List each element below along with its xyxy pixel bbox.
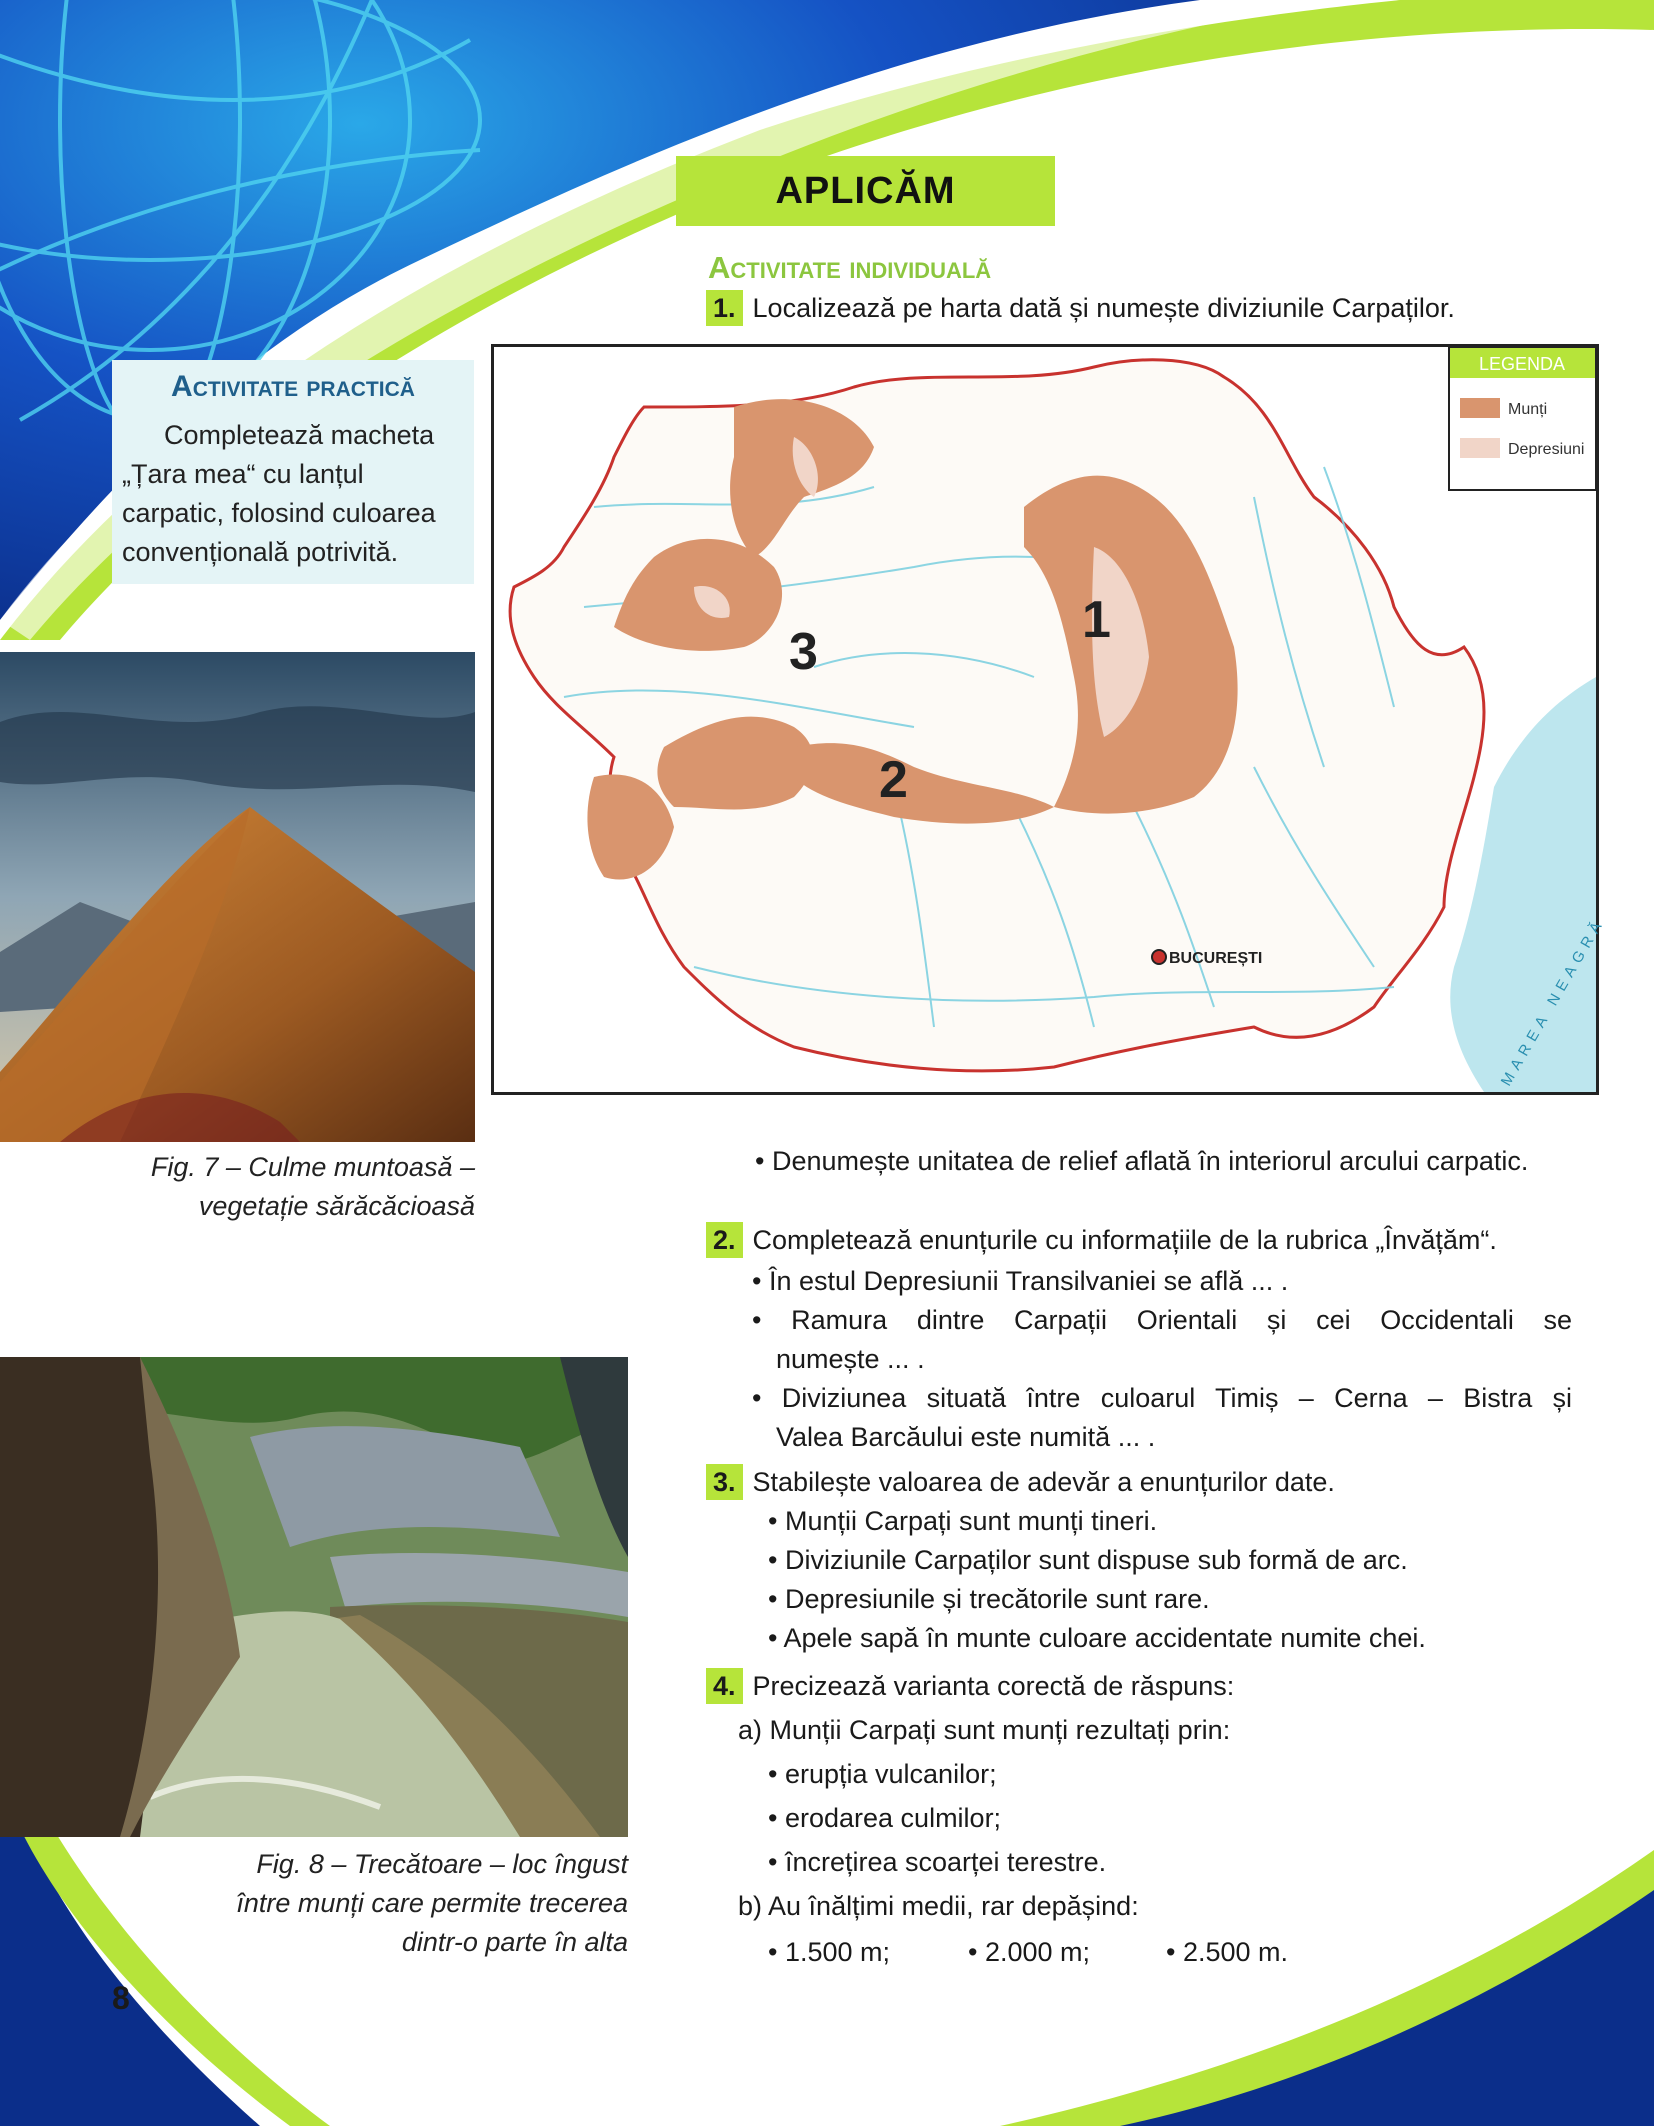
list-item-text: Apele sapă în munte culoare accidentate numite chei. — [783, 1623, 1426, 1653]
banner-title: APLICĂM — [775, 169, 956, 212]
map-region-2: 2 — [879, 751, 908, 809]
task-1-text: Localizează pe harta dată și numește diviziunile Carpaților. — [752, 293, 1455, 323]
task-3-number: 3. — [706, 1464, 743, 1500]
list-item — [768, 1580, 1426, 1619]
list-item — [752, 1262, 1572, 1301]
map-region-1: 1 — [1082, 591, 1111, 649]
task-3-bullets — [768, 1502, 1426, 1658]
list-item — [768, 1502, 1426, 1541]
task-4-a-question: a) Munții Carpați sunt munți rezultați prin: — [738, 1715, 1231, 1745]
bullet-icon: • — [768, 1803, 785, 1833]
practica-line: carpatic, folosind culoarea — [122, 498, 436, 528]
list-item-text: În estul Depresiunii Transilvaniei se află ... . — [768, 1266, 1289, 1296]
task-4-number: 4. — [706, 1668, 743, 1704]
romania-territory — [510, 360, 1484, 1071]
page-number: 8 — [112, 1980, 130, 2016]
list-item-text: Munții Carpați sunt munți tineri. — [784, 1506, 1158, 1536]
list-item-text: încrețirea scoarței terestre. — [784, 1847, 1107, 1877]
bullet-icon: • — [768, 1545, 785, 1575]
carpathians-map — [491, 344, 1609, 1095]
bullet-icon: • — [752, 1305, 792, 1335]
bullet-icon: • — [768, 1847, 785, 1877]
legend-mountains-label: Munți — [1508, 401, 1548, 418]
task-4-a — [738, 1708, 1230, 1928]
bullet-icon: • — [768, 1584, 785, 1614]
list-item — [738, 1840, 1230, 1884]
task-1-number: 1. — [706, 290, 743, 326]
activitate-practica-box — [112, 360, 474, 584]
aplicam-banner — [676, 156, 1055, 226]
map-region-3: 3 — [789, 623, 818, 681]
sea-label: MAREA NEAGRĂ — [1497, 914, 1609, 1089]
bullet-icon: • — [768, 1759, 785, 1789]
task-3 — [706, 1464, 1335, 1500]
fig-7-mountain-photo — [0, 652, 475, 1142]
capital-label: BUCUREȘTI — [1169, 950, 1263, 967]
list-item-text: Diviziunea situată între culoarul Timiș – Cerna – Bistra și — [781, 1383, 1572, 1413]
task-2 — [706, 1222, 1497, 1258]
list-item — [738, 1796, 1230, 1840]
task-2-bullets — [752, 1262, 1572, 1457]
list-item-text: Depresiunile și trecătorile sunt rare. — [784, 1584, 1210, 1614]
fig-8-caption-line: Fig. 8 – Trecătoare – loc îngust — [256, 1849, 628, 1879]
fig-8-caption-line: între munți care permite trecerea — [236, 1888, 628, 1918]
list-item-text: 2.000 m; — [984, 1937, 1091, 1967]
list-item-text: 2.500 m. — [1182, 1937, 1289, 1967]
task-1-bullet — [755, 1142, 1528, 1181]
fig-8-gorge-photo — [0, 1357, 628, 1837]
list-item — [752, 1301, 1572, 1340]
practica-line: convențională potrivită. — [122, 537, 399, 567]
task-4 — [706, 1668, 1234, 1704]
task-3-text: Stabilește valoarea de adevăr a enunțurilor date. — [752, 1467, 1335, 1497]
list-item-text: erupția vulcanilor; — [784, 1759, 997, 1789]
legend-box — [1449, 347, 1596, 490]
bullet-icon: • — [752, 1266, 769, 1296]
task-2-text: Completează enunțurile cu informațiile de la rubrica „Învățăm“. — [752, 1225, 1497, 1255]
list-item — [768, 1541, 1426, 1580]
bullet-icon: • — [968, 1937, 985, 1967]
fig-7-caption-line: vegetație sărăcăcioasă — [198, 1191, 475, 1221]
capital-marker-icon — [1152, 950, 1166, 964]
task-2-number: 2. — [706, 1222, 743, 1258]
list-item-text: 1.500 m; — [784, 1937, 891, 1967]
task-4-text: Precizează varianta corectă de răspuns: — [752, 1671, 1235, 1701]
list-item-text: Diviziunile Carpaților sunt dispuse sub formă de arc. — [784, 1545, 1408, 1575]
fig-8-caption-line: dintr-o parte în alta — [401, 1927, 628, 1957]
task-1 — [706, 290, 1455, 326]
fig-7-caption — [60, 1148, 475, 1226]
activitate-practica-title: Activitate practică — [171, 370, 415, 403]
bullet-icon: • — [768, 1937, 785, 1967]
list-item — [738, 1752, 1230, 1796]
list-item — [968, 1930, 1166, 1974]
list-item-continued: Valea Barcăului este numită ... . — [776, 1422, 1156, 1452]
list-item-text: erodarea culmilor; — [784, 1803, 1002, 1833]
legend-depressions-label: Depresiuni — [1508, 441, 1585, 458]
legend-title: LEGENDA — [1478, 354, 1566, 374]
list-item — [752, 1379, 1572, 1418]
list-item — [768, 1930, 968, 1974]
list-item — [1166, 1930, 1288, 1974]
activitate-practica-text — [122, 416, 466, 572]
task-4-b-options — [768, 1930, 1408, 1974]
bullet-icon: • — [755, 1146, 772, 1176]
task-1-bullet-text: Denumește unitatea de relief aflată în interiorul arcului carpatic. — [771, 1146, 1529, 1176]
activitate-individuala-title: Activitate individuală — [708, 250, 992, 285]
list-item-text: Ramura dintre Carpații Orientali și cei Occidentali se — [791, 1305, 1572, 1335]
practica-line: Completează macheta — [164, 420, 435, 450]
list-item — [768, 1619, 1426, 1658]
task-4-b-question: b) Au înălțimi medii, rar depășind: — [738, 1891, 1139, 1921]
bullet-icon: • — [752, 1383, 782, 1413]
bullet-icon: • — [768, 1623, 784, 1653]
list-item-continued: numește ... . — [776, 1344, 925, 1374]
bullet-icon: • — [768, 1506, 785, 1536]
practica-line: „Țara mea“ cu lanțul — [122, 459, 364, 489]
fig-8-caption — [60, 1845, 628, 1962]
bullet-icon: • — [1166, 1937, 1183, 1967]
fig-7-caption-line: Fig. 7 – Culme muntoasă – — [150, 1152, 475, 1182]
